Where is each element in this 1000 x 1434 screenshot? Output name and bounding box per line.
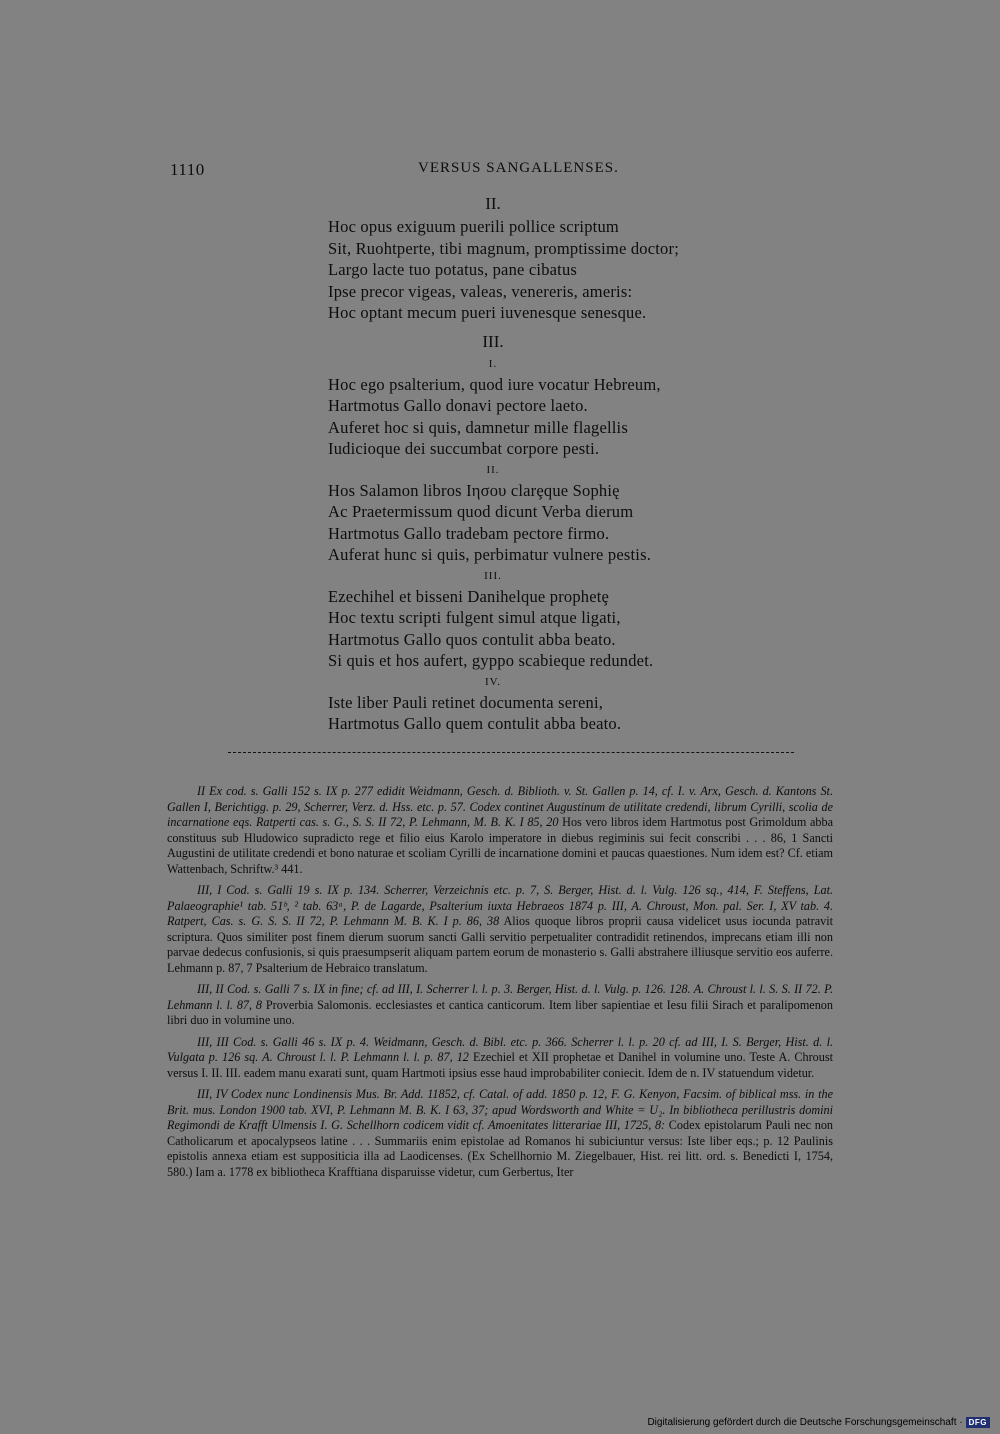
dfg-logo: DFG: [966, 1417, 990, 1428]
footnote: [167, 1087, 833, 1180]
verse-line: Sit, Ruohtperte, tibi magnum, promptissime doctor;: [328, 238, 679, 258]
part-number: I.: [488, 357, 498, 370]
verse-line: Ezechihel et bisseni Danihelque prophetȩ: [328, 586, 610, 606]
footnote-reference: III, II Cod. s. Galli 7 s. IX in fine; cf. ad III, I. Scherrer l. l. p. 3. Berger, Hist. d. l. Vulg. p. 126. 128. A. Chroust l. l. S. S. II 72. P. Lehmann l. l. 87, 8: [167, 982, 833, 1012]
digitization-credit: [647, 1417, 990, 1428]
page-number: 1110: [170, 160, 205, 179]
verse-line: Hartmotus Gallo tradebam pectore firmo.: [328, 523, 610, 543]
verse-line: Hoc textu scripti fulgent simul atque ligati,: [328, 608, 621, 627]
verse-line: Hartmotus Gallo donavi pectore laeto.: [328, 396, 588, 415]
footnote-text: Alios quoque libros proprii causa videlicet usus iocunda patravit scriptura. Quos similiter post finem dierum suorum sancti Galli servitio perpetualiter contradidit retinendos, imprecans etiam illi non parvae dedecus confusionis, si quis praesumpserit aliquam partem eorum de monasterio s. Galli abstrahere illiusque servitio eos auferre. Lehmann p. 87, 7 Psalterium de Hebraico translatum.: [167, 914, 833, 975]
footnote-text: Codex epistolarum Pauli nec non Catholicarum et apocalypseos latine . . . Summariis enim epistolae ad Romanos hi subiciuntur versus: Iste liber eqs.; p. 12 Paulinis epistolis annexa etiam est suppositicia illa ad Laodicenses. (Ex Schellhornio M. Ziegelbauer, Hist. rei litt. ord. s. Benedicti I, 1754, 580.) Iam a. 1778 ex bibliotheca Krafftiana disparuisse videtur, cum Gerbertus, Iter: [167, 1118, 834, 1179]
footnote: [167, 883, 833, 976]
footnote-text: Hos vero libros idem Hartmotus post Grimoldum abba constituus sub Hludowico supradicto rege et filio eius Karolo imperatore in diebus regiminis sui fecit conscribi . . . 86, 1 Sancti Augustini de utilitate credendi et bono naturae et scoliam Cyrilli de incarnatione domini et paucas quaestiones. Num idem est? Cf. etiam Wattenbach, Schriftw.³ 441.: [167, 815, 833, 876]
verse-line: Si quis et hos aufert, gyppo scabieque redundet.: [328, 651, 654, 670]
verse-line: Iste liber Pauli retinet documenta sereni,: [328, 692, 604, 712]
footnote: [167, 982, 833, 1029]
footnote: [167, 1035, 833, 1082]
footnote-text: Ezechiel et XII prophetae et Danihel in volumine uno. Teste A. Chroust versus I. II. III. eadem manu exarati sunt, quam Hartmoti ipsius esse haud improbabiliter coniecit. Idem de n. IV statuendum videtur.: [167, 1050, 833, 1080]
part-number: IV.: [485, 675, 501, 688]
footnote: [167, 784, 833, 877]
verse-line: Hoc opus exiguum puerili pollice scriptum: [328, 217, 619, 236]
verse-line: Hos Salamon libros Ιησου clarȩque Sophię: [328, 480, 620, 500]
part-number: III.: [484, 569, 502, 582]
verse-line: Hoc optant mecum pueri iuvenesque senesque.: [328, 303, 647, 322]
footnote-text: Proverbia Salomonis. ecclesiastes et cantica canticorum. Item liber sapientiae et Iesu filii Sirach et paralipomenon libri duo in volumine uno.: [167, 997, 833, 1027]
verse-line: Ipse precor vigeas, valeas, venereris, ameris:: [328, 281, 633, 301]
section-heading: II.: [485, 194, 501, 213]
verse-line: Largo lacte tuo potatus, pane cibatus: [328, 260, 578, 279]
verse-line: Ac Praetermissum quod dicunt Verba dierum: [328, 502, 634, 521]
credit-text: Digitalisierung gefördert durch die Deutsche Forschungsgemeinschaft ·: [647, 1417, 963, 1428]
running-title: VERSUS SANGALLENSES.: [418, 160, 619, 176]
poem-text: [328, 192, 748, 735]
separator-rule: [228, 752, 794, 753]
verse-line: Hartmotus Gallo quos contulit abba beato.: [328, 629, 616, 649]
footnote-reference: III, I Cod. s. Galli 19 s. IX p. 134. Scherrer, Verzeichnis etc. p. 7, S. Berger, Hist. d. l. Vulg. 126 sq., 414, F. Steffens, Lat. Palaeographie¹ tab. 51ᵇ, ² tab. 63ᵃ, P. de Lagarde, Psalterium iuxta Hebraeos 1874 p. III, A. Chroust, Mon. pal. Ser. I, XV tab. 4. Ratpert, Cas. s. G. S. S. II 72, P. Lehmann M. B. K. I p. 86, 38: [167, 883, 833, 928]
verse-line: Hartmotus Gallo quem contulit abba beato.: [328, 714, 622, 733]
section-heading: III.: [482, 331, 504, 351]
footnote-reference: III, IV Codex nunc Londinensis Mus. Br. Add. 11852, cf. Catal. of add. 1850 p. 12, F. G. Kenyon, Facsim. of biblical mss. in the Brit. mus. London 1900 tab. XVI, P. Lehmann M. B. K. I 63, 37; apud Wordsworth and White = U₂. In bibliotheca perillustris domini Regimondi de Krafft Ulmensis I. G. Schellhorn codicem vidit cf. Amoenitates litterariae III, 1725, 8:: [167, 1087, 833, 1132]
verse-line: Iudicioque dei succumbat corpore pesti.: [328, 439, 600, 458]
verse-line: Hoc ego psalterium, quod iure vocatur Hebreum,: [328, 374, 661, 394]
verse-line: Auferet hoc si quis, damnetur mille flagellis: [328, 417, 628, 437]
critical-apparatus: [167, 784, 833, 1186]
part-number: II.: [486, 463, 500, 476]
footnote-reference: II Ex cod. s. Galli 152 s. IX p. 277 edidit Weidmann, Gesch. d. Biblioth. v. St. Gallen p. 14, cf. I. v. Arx, Gesch. d. Kantons St. Gallen I, Berichtigg. p. 29, Scherrer, Verz. d. Hss. etc. p. 57. Codex continet Augustinum de utilitate credendi, librum Cyrilli, scolia de incarnatione eqs. Ratperti cas. s. G., S. S. II 72, P. Lehmann, M. B. K. I 85, 20: [167, 784, 833, 829]
footnote-reference: III, III Cod. s. Galli 46 s. IX p. 4. Weidmann, Gesch. d. Bibl. etc. p. 366. Scherrer l. l. p. 20 cf. ad III, I. S. Berger, Hist. d. l. Vulgata p. 126 sq. A. Chroust l. l. P. Lehmann l. l. p. 87, 12: [167, 1034, 833, 1064]
verse-line: Auferat hunc si quis, perbimatur vulnere pestis.: [328, 545, 652, 564]
